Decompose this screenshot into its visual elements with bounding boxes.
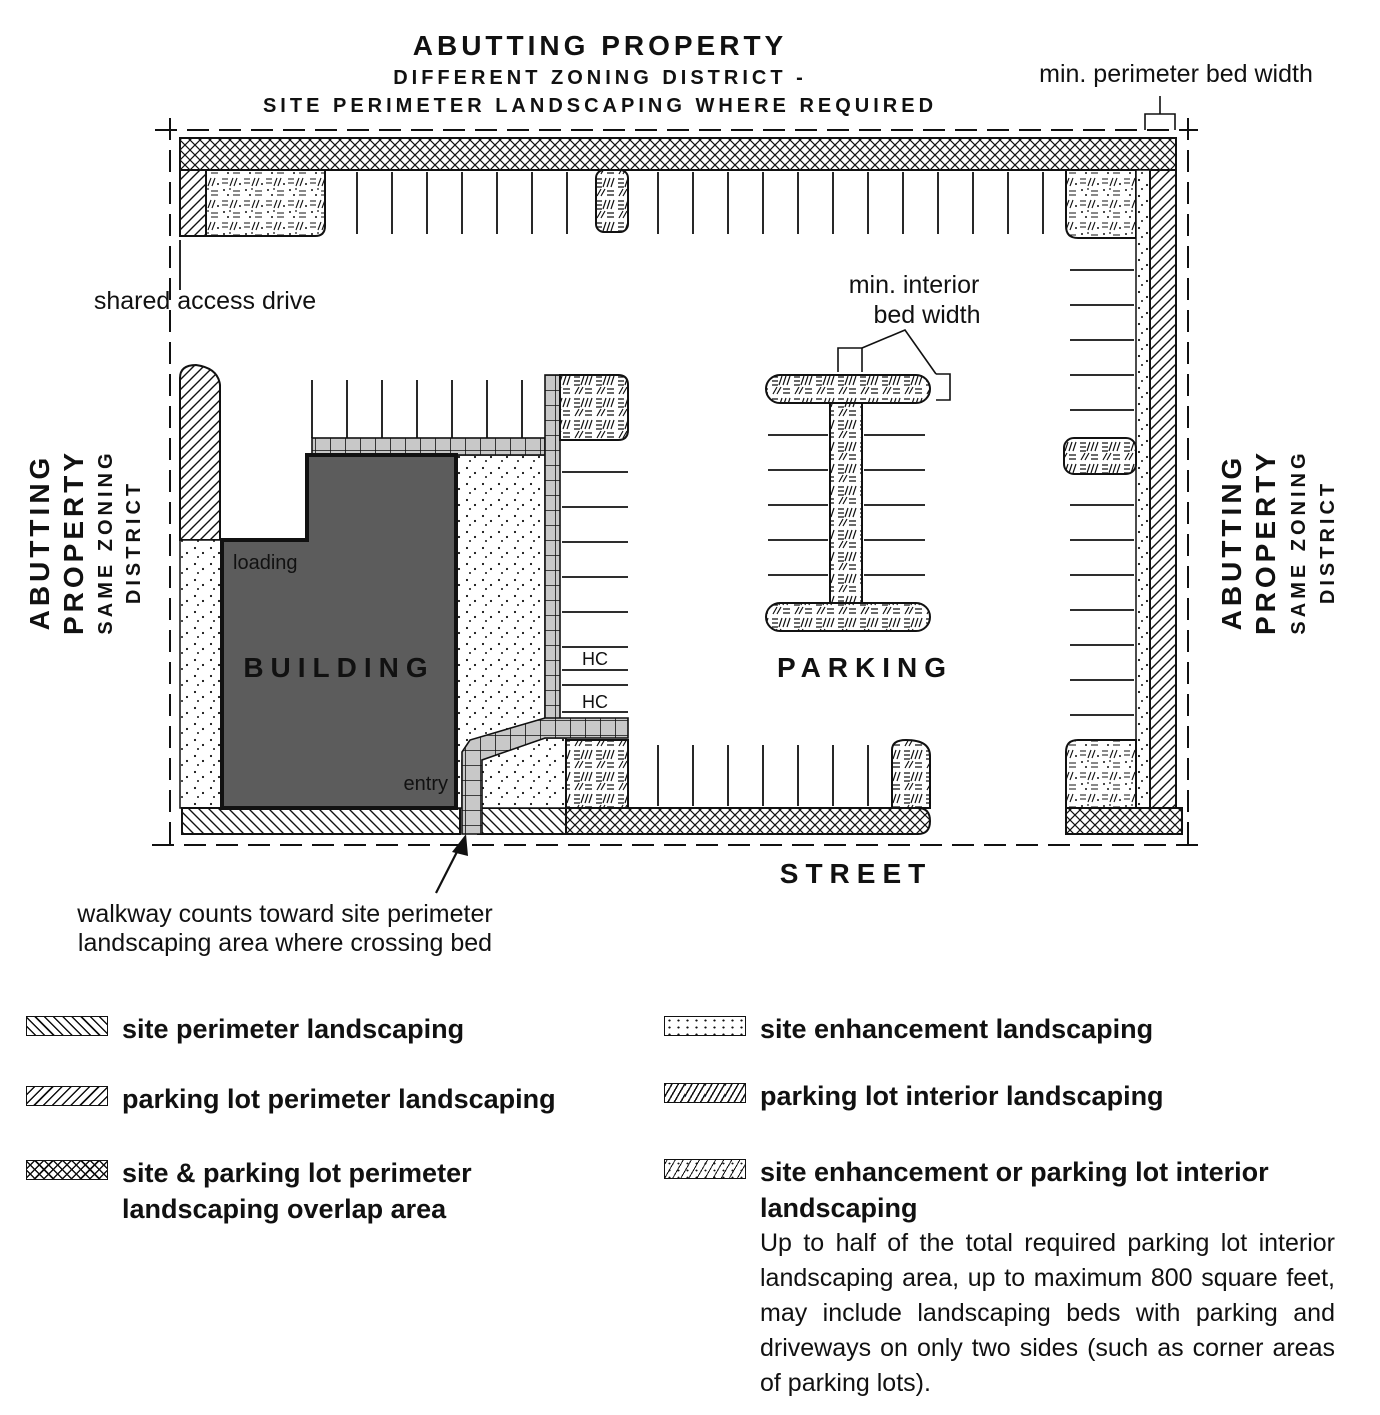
entry-label: entry	[403, 773, 448, 795]
min-interior-label-2: bed width	[873, 301, 981, 329]
right-label-line-3: SAME ZONING	[1288, 449, 1310, 635]
bottom-right-overlap	[1066, 808, 1182, 834]
h-shaped-interior-island	[766, 375, 930, 631]
top-left-perimeter-strip	[180, 170, 206, 236]
min-perimeter-label: min. perimeter bed width	[1039, 60, 1313, 88]
parking-label: PARKING	[776, 652, 954, 683]
top-overlap-band	[180, 138, 1176, 170]
bottom-site-perimeter-mid	[478, 808, 566, 834]
right-parking-stalls	[1070, 270, 1134, 715]
walkway-arrow	[436, 834, 468, 893]
shared-access-label: shared access drive	[93, 287, 317, 315]
street-label: STREET	[779, 858, 933, 889]
center-left-stalls	[562, 472, 628, 712]
right-label-line-2: PROPERTY	[1250, 448, 1281, 636]
hc-label-2: HC	[582, 692, 608, 712]
center-bottom-bed	[566, 740, 628, 808]
legend-label: landscaping	[760, 1193, 918, 1223]
right-middle-island	[1064, 438, 1136, 474]
legend-label: parking lot interior landscaping	[760, 1081, 1164, 1111]
left-property-label	[24, 449, 145, 635]
walkway-note-2: landscaping area where crossing bed	[77, 929, 493, 957]
right-label-line-1: ABUTTING	[1216, 453, 1247, 631]
bottom-right-corner-bed	[1066, 740, 1136, 808]
legend-label: site enhancement landscaping	[760, 1014, 1154, 1044]
legend-label: site perimeter landscaping	[122, 1014, 465, 1044]
building-top-stalls	[312, 380, 522, 438]
top-subtitle-2: SITE PERIMETER LANDSCAPING WHERE REQUIRED	[262, 95, 938, 117]
center-top-bed	[560, 375, 628, 440]
min-perimeter-dimension	[1145, 96, 1175, 130]
bottom-center-island	[892, 740, 930, 808]
right-label-line-4: DISTRICT	[1317, 479, 1339, 605]
right-perimeter-strip	[1150, 170, 1176, 810]
left-enhancement-strip	[180, 540, 222, 808]
top-subtitle-1: DIFFERENT ZONING DISTRICT -	[393, 67, 807, 89]
building	[222, 455, 456, 808]
top-parking-stalls	[357, 172, 1043, 234]
legend-label: landscaping overlap area	[122, 1194, 447, 1224]
bottom-center-stalls	[658, 745, 868, 806]
legend-label: parking lot perimeter landscaping	[122, 1084, 556, 1114]
right-property-label	[1216, 449, 1339, 635]
walkway-note-1: walkway counts toward site perimeter	[77, 900, 493, 928]
left-parking-perimeter-strip	[180, 365, 220, 540]
hc-label-1: HC	[582, 649, 608, 669]
top-right-corner-bed	[1066, 170, 1136, 238]
left-label-line-4: DISTRICT	[123, 479, 145, 605]
top-title: ABUTTING PROPERTY	[412, 30, 788, 61]
legend-label: site & parking lot perimeter	[122, 1158, 472, 1188]
bottom-site-perimeter-left	[182, 808, 460, 834]
legend-note: Up to half of the total required parking lot interior landscaping area, up to maximum 800 square feet, may include landscaping beds with parking and driveways on only two sides (such as corner areas of parking lots).	[760, 1229, 1335, 1397]
left-label-line-1: ABUTTING	[24, 453, 55, 631]
top-middle-island	[596, 170, 628, 232]
bottom-overlap-strip	[566, 808, 930, 834]
left-label-line-3: SAME ZONING	[95, 449, 117, 635]
min-interior-label-1: min. interior	[848, 271, 980, 299]
building-label: BUILDING	[243, 652, 435, 683]
loading-label: loading	[233, 552, 298, 574]
legend-label: site enhancement or parking lot interior	[760, 1157, 1269, 1187]
left-label-line-2: PROPERTY	[58, 448, 89, 636]
right-enhancement-strip	[1136, 170, 1150, 810]
